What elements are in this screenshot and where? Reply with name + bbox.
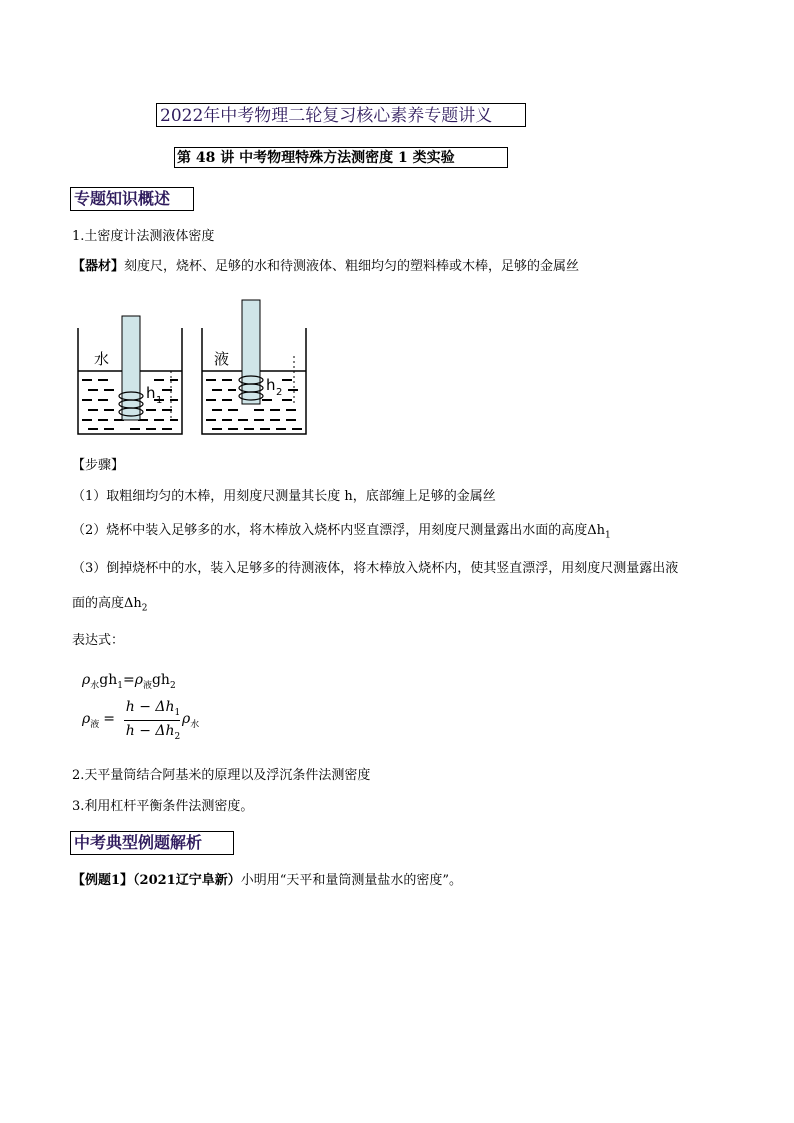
densimeter-figure bbox=[76, 298, 308, 438]
step-2: （2）烧杯中装入足够多的水，将木棒放入烧杯内竖直漂浮，用刻度尺测量露出水面的高度$\Delta h_1$ bbox=[72, 523, 611, 541]
beaker-liquid bbox=[202, 300, 306, 434]
lecture-subtitle: 第 48 讲 中考物理特殊方法测密度 1 类实验 bbox=[174, 147, 508, 168]
label-h2-sub: 2 bbox=[276, 387, 283, 398]
label-liquid: 液 bbox=[214, 350, 230, 368]
section-heading-examples: 中考典型例题解析 bbox=[70, 831, 234, 855]
formula-buoyancy-equality: $\rho_水gh_1=\rho_液gh_2$ bbox=[82, 672, 176, 691]
example-source: （2021辽宁阜新） bbox=[133, 873, 241, 888]
beaker-water bbox=[78, 316, 182, 434]
fraction-denominator: $h - \Delta h_2$ bbox=[125, 723, 181, 742]
fraction-bar bbox=[124, 720, 180, 721]
item-3: 3.利用杠杆平衡条件法测密度。 bbox=[72, 799, 254, 814]
equipment-label: 【器材】 bbox=[72, 259, 125, 274]
document-title: 2022年中考物理二轮复习核心素养专题讲义 bbox=[156, 103, 526, 127]
formula-density-result: $\rho_液$ = bbox=[82, 711, 115, 730]
equipment-line bbox=[72, 258, 579, 276]
equipment-text: 刻度尺，烧杯、足够的水和待测液体、粗细均匀的塑料棒或木棒，足够的金属丝 bbox=[124, 259, 580, 274]
step-1: （1）取粗细均匀的木棒，用刻度尺测量其长度 h，底部缠上足够的金属丝 bbox=[72, 489, 496, 504]
label-water: 水 bbox=[94, 350, 110, 368]
step-3-line-1: （3）倒掉烧杯中的水，装入足够多的待测液体，将木棒放入烧杯内，使其竖直漂浮，用刻度尺测量露出液 bbox=[72, 561, 679, 576]
example-label: 【例题1】 bbox=[72, 873, 134, 888]
item-2: 2.天平量筒结合阿基米的原理以及浮沉条件法测密度 bbox=[72, 768, 371, 783]
example-1 bbox=[72, 872, 462, 890]
section-heading-overview: 专题知识概述 bbox=[70, 187, 194, 211]
example-text: 小明用“天平和量筒测量盐水的密度”。 bbox=[240, 873, 463, 888]
formula-rho-water: $\rho_水$ bbox=[182, 711, 200, 730]
expression-label: 表达式： bbox=[72, 633, 125, 648]
steps-label: 【步骤】 bbox=[72, 458, 125, 473]
fraction-numerator: $h - \Delta h_1$ bbox=[125, 699, 181, 718]
label-h1: h bbox=[146, 384, 156, 402]
label-h2: h bbox=[266, 376, 276, 394]
label-h1-sub: 1 bbox=[156, 395, 163, 406]
step-3-line-2: 面的高度$\Delta h_2$ bbox=[72, 596, 148, 614]
item-1: 1.土密度计法测液体密度 bbox=[72, 229, 215, 244]
